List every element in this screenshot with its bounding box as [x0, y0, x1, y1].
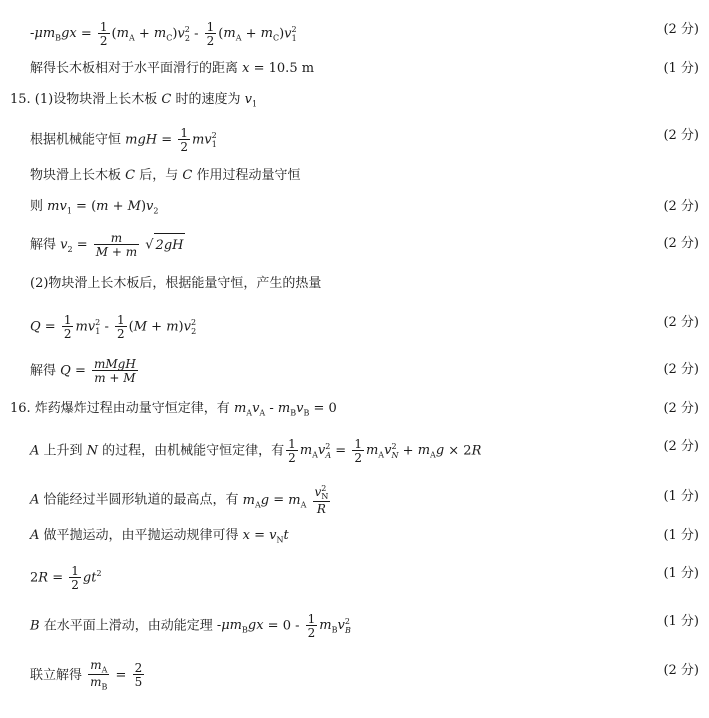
question-text: 16. 炸药爆炸过程由动量守恒定律，有 $m_Av_A - m_Bv_B = 0$ — [10, 401, 337, 418]
equation-line — [0, 231, 709, 259]
equation-line — [0, 435, 709, 465]
score-points: (2 分) — [663, 236, 699, 251]
text-line — [0, 272, 709, 296]
equation-text: A 上升到 N 的过程，由机械能守恒定律，有 $\frac{1}{2}$ $m_Av^2_A$ = $\frac{1}{2}$ $m_Av^2_N + m_Ag \times 2R$ — [30, 436, 482, 465]
equation-text: 解得 $v_2$ = $\frac{m}{M + m}$ √ 2gH — [30, 231, 184, 259]
equation-text: 2R = $\frac{1}{2}$ $gt^2$ — [30, 563, 102, 592]
paragraph-text: (2)物块滑上长木板后，根据能量守恒，产生的热量 — [30, 276, 322, 291]
equation-line — [0, 562, 709, 592]
score-points: (2 分) — [663, 663, 699, 678]
equation-line — [0, 57, 709, 81]
question-text: 15. (1)设物块滑上长木板 C 时的速度为 $v_1$ — [10, 92, 258, 109]
score-points: (2 分) — [663, 439, 699, 454]
equation-text: 根据机械能守恒 mgH = $\frac{1}{2}$ $mv^2_1$ — [30, 125, 217, 154]
equation-line — [0, 124, 709, 154]
question-heading — [0, 397, 709, 421]
score-points: (1 分) — [663, 614, 699, 629]
text-line — [0, 164, 709, 188]
score-points: (1 分) — [663, 489, 699, 504]
score-points: (2 分) — [663, 401, 699, 416]
paragraph-text: 物块滑上长木板 C 后，与 C 作用过程动量守恒 — [30, 168, 301, 183]
equation-line — [0, 195, 709, 219]
question-heading — [0, 88, 709, 112]
equation-line — [0, 357, 709, 385]
equation-line — [0, 484, 709, 517]
score-points: (2 分) — [663, 199, 699, 214]
equation-text: B 在水平面上滑动，由动能定理 $-\mu m_Bgx = 0$ - $\frac{1}{2}$ $m_Bv^2_B$ — [30, 611, 351, 640]
equation-text: Q = $\frac{1}{2}$ $mv^2_1$ - $\frac{1}{2}$ $(M + m)v^2_2$ — [30, 312, 197, 341]
score-points: (1 分) — [663, 528, 699, 543]
equation-line — [0, 18, 709, 48]
score-points: (2 分) — [663, 315, 699, 330]
equation-line — [0, 610, 709, 640]
equation-line — [0, 311, 709, 341]
equation-text: 联立解得 $\frac{m_A}{m_B}$ = $\frac{2}{5}$ — [30, 658, 143, 692]
equation-text: A 恰能经过半圆形轨道的最高点，有 $m_Ag = m_A$ $\frac{v^2_N}{R}$ — [30, 484, 329, 517]
equation-line — [0, 658, 709, 692]
score-points: (1 分) — [663, 566, 699, 581]
equation-text: A 做平抛运动，由平抛运动规律可得 $x = v_Nt$ — [30, 528, 289, 545]
equation-text: 则 $mv_1 = (m + M)v_2$ — [30, 199, 159, 216]
score-points: (1 分) — [663, 61, 699, 76]
score-points: (2 分) — [663, 362, 699, 377]
score-points: (2 分) — [663, 22, 699, 37]
equation-text: $-\mu m_Bgx$ = $\frac{1}{2}$ $(m_A + m_C)v^2_2$ - $\frac{1}{2}$ $(m_A + m_C)v^2_1$ — [30, 19, 297, 48]
equation-text: 解得长木板相对于水平面滑行的距离 x = 10.5 m — [30, 61, 315, 76]
score-points: (2 分) — [663, 128, 699, 143]
equation-text: 解得 Q = $\frac{\text{mMgH}}{m + M}$ — [30, 357, 136, 385]
equation-line — [0, 524, 709, 548]
